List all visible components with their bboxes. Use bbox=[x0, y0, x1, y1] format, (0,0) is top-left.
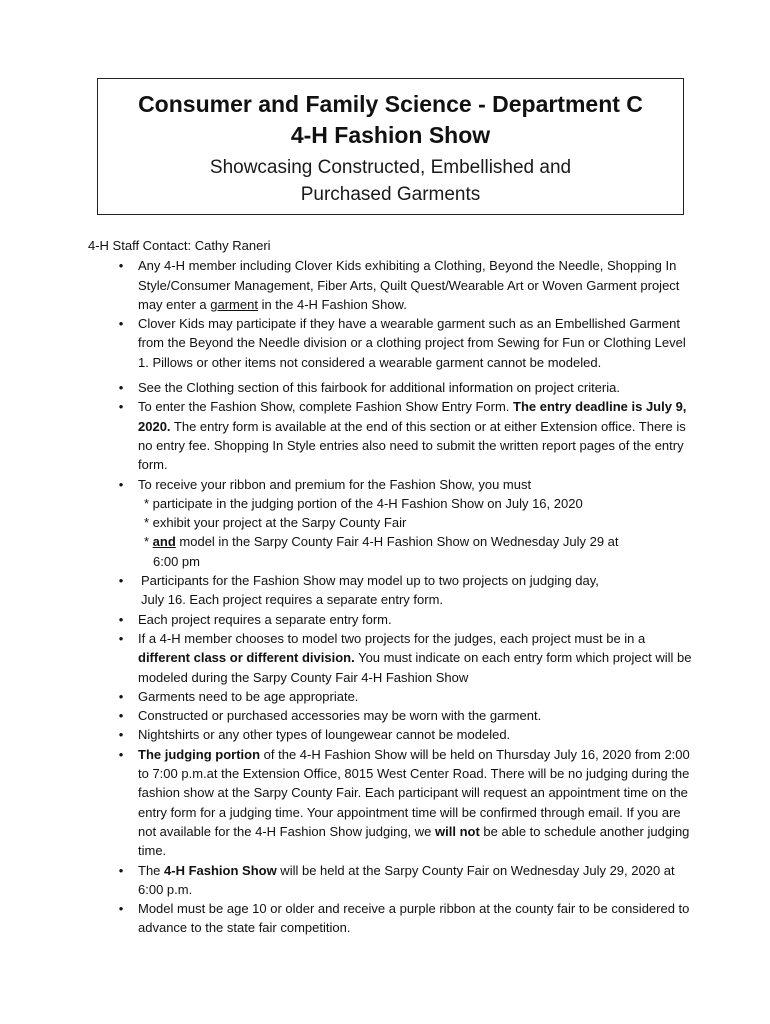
list-item: • The 4-H Fashion Show will be held at the Sarpy County Fair on Wednesday July 29, 2020 at 6:00 p.m. bbox=[88, 861, 698, 900]
list-item: • If a 4-H member chooses to model two projects for the judges, each project must be in a different class or different division. You must indicate on each entry form which project will be modeled during the Sarpy County Fair 4-H Fashion Show bbox=[88, 629, 698, 687]
subtitle-line-1: Showcasing Constructed, Embellished and bbox=[209, 157, 572, 178]
list-item: • Participants for the Fashion Show may model up to two projects on judging day, July 16. Each project requires a separate entry form. bbox=[88, 571, 698, 610]
list-item: • Clover Kids may participate if they have a wearable garment such as an Embellished Garment from the Beyond the Needle division or a clothing project from Sewing for Fun or Clothing Level 1. Pillows or other items not considered a wearable garment cannot be modeled. bbox=[88, 314, 698, 372]
bullet-icon: • bbox=[118, 573, 124, 589]
list-item: • To receive your ribbon and premium for the Fashion Show, you must * participate in the judging portion of the 4-H Fashion Show on July 16, 2020 * exhibit your project at the Sarpy County Fair * and model in the Sarpy County Fair 4-H Fashion Show on Wednesday July 29 at 6:00 pm bbox=[88, 475, 698, 571]
bullet-icon: • bbox=[118, 399, 124, 415]
bullet-icon: • bbox=[118, 611, 124, 627]
bullet-icon: • bbox=[118, 688, 124, 704]
bullet-icon: • bbox=[118, 380, 124, 396]
bullet-icon: • bbox=[118, 901, 124, 917]
entry-deadline: The entry deadline is July 9, 2020. bbox=[138, 399, 687, 434]
list-item: • To enter the Fashion Show, complete Fashion Show Entry Form. The entry deadline is July 9, 2020. The entry form is available at the end of this section or at either Extension office. There is no entry fee. Shopping In Style entries also need to submit the written report pages of the entry form. bbox=[88, 397, 698, 474]
list-item: • Constructed or purchased accessories may be worn with the garment. bbox=[88, 706, 698, 725]
requirement-judging: * participate in the judging portion of the 4-H Fashion Show on July 16, 2020 bbox=[144, 495, 583, 511]
list-item: • Any 4-H member including Clover Kids exhibiting a Clothing, Beyond the Needle, Shopping In Style/Consumer Management, Fiber Arts, Quilt Quest/Wearable Art or Woven Garment project may enter a garment in the 4-H Fashion Show. bbox=[88, 256, 698, 314]
list-item: • Nightshirts or any other types of loungewear cannot be modeled. bbox=[88, 725, 698, 744]
bullet-icon: • bbox=[118, 746, 124, 762]
bullet-icon: • bbox=[118, 258, 124, 274]
requirement-exhibit: * exhibit your project at the Sarpy County Fair bbox=[144, 515, 407, 531]
bullet-icon: • bbox=[118, 708, 124, 724]
bullet-icon: • bbox=[118, 862, 124, 878]
staff-contact: 4-H Staff Contact: Cathy Raneri bbox=[88, 238, 271, 253]
requirement-model: * and model in the Sarpy County Fair 4-H Fashion Show on Wednesday July 29 at bbox=[144, 534, 619, 550]
title-box bbox=[97, 78, 684, 215]
bullet-icon: • bbox=[118, 316, 124, 332]
bullet-icon: • bbox=[118, 476, 124, 492]
bullet-icon: • bbox=[118, 630, 124, 646]
list-item: • The judging portion of the 4-H Fashion Show will be held on Thursday July 16, 2020 from 2:00 to 7:00 p.m.at the Extension Office, 8015 West Center Road. There will be no judging during the fashion show at the Sarpy County Fair. Each participant will request an appointment time on the entry form for a judging time. Your appointment time will be confirmed through email. If you are not available for the 4-H Fashion Show judging, we will not be able to schedule another judging time. bbox=[88, 745, 698, 861]
list-item: • Model must be age 10 or older and receive a purple ribbon at the county fair to be considered to advance to the state fair competition. bbox=[88, 899, 698, 938]
document-body bbox=[88, 236, 698, 938]
subtitle-line-2: Purchased Garments bbox=[300, 184, 481, 205]
list-item: • See the Clothing section of this fairbook for additional information on project criteria. bbox=[88, 378, 698, 397]
department-title: Consumer and Family Science - Department C bbox=[138, 91, 643, 117]
rules-list bbox=[88, 256, 698, 937]
bullet-icon: • bbox=[118, 727, 124, 743]
list-item: • Each project requires a separate entry form. bbox=[88, 610, 698, 629]
garment-underlined: garment bbox=[210, 296, 258, 312]
fashion-show-title: 4-H Fashion Show bbox=[290, 122, 491, 148]
list-item: • Garments need to be age appropriate. bbox=[88, 687, 698, 706]
